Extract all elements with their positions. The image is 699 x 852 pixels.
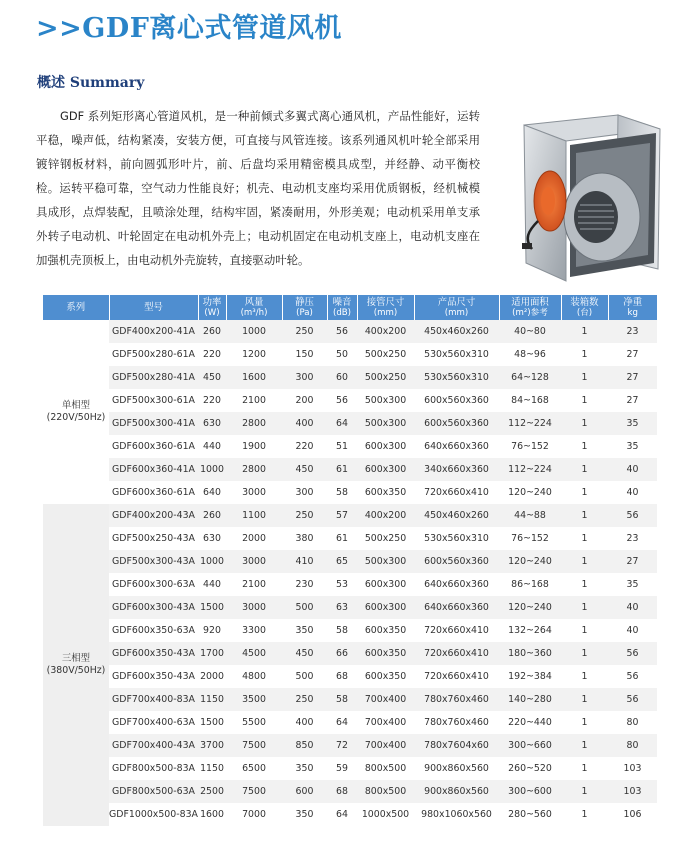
table-cell: 64 — [327, 412, 357, 435]
table-row — [43, 481, 657, 504]
table-cell: 103 — [608, 757, 657, 780]
column-header-unit: (Pa) — [296, 307, 313, 318]
table-cell: 980x1060x560 — [414, 803, 499, 826]
table-cell: GDF700x400-63A — [109, 711, 198, 734]
table-cell: 23 — [608, 320, 657, 343]
table-cell: GDF600x350-43A — [109, 665, 198, 688]
table-cell: 400 — [282, 412, 327, 435]
table-cell: GDF500x300-43A — [109, 550, 198, 573]
column-header-label: 噪音 — [332, 296, 352, 308]
table-cell: 132~264 — [499, 619, 561, 642]
table-row — [43, 642, 657, 665]
column-header-label: 净重 — [623, 296, 643, 308]
table-cell: 260 — [198, 320, 226, 343]
table-cell: 35 — [608, 412, 657, 435]
table-cell: 630 — [198, 412, 226, 435]
table-cell: 1200 — [226, 343, 282, 366]
table-row — [43, 757, 657, 780]
table-cell: 120~240 — [499, 596, 561, 619]
table-cell: 450 — [282, 458, 327, 481]
table-cell: 53 — [327, 573, 357, 596]
table-cell: 300~660 — [499, 734, 561, 757]
table-cell: 440 — [198, 435, 226, 458]
table-cell: 76~152 — [499, 435, 561, 458]
table-cell: 400x200 — [357, 504, 414, 527]
table-cell: 1 — [561, 343, 608, 366]
table-cell: 600x350 — [357, 665, 414, 688]
table-cell: 220 — [198, 389, 226, 412]
table-cell: 2800 — [226, 412, 282, 435]
table-cell: 720x660x410 — [414, 481, 499, 504]
column-header — [499, 295, 561, 320]
table-cell: 500x250 — [357, 527, 414, 550]
table-cell: 800x500 — [357, 780, 414, 803]
table-cell: 40 — [608, 619, 657, 642]
table-cell: 40~80 — [499, 320, 561, 343]
table-cell: 27 — [608, 550, 657, 573]
table-cell: 700x400 — [357, 734, 414, 757]
table-cell: 112~224 — [499, 458, 561, 481]
table-cell: GDF500x300-41A — [109, 412, 198, 435]
table-cell: 2100 — [226, 573, 282, 596]
table-cell: 68 — [327, 780, 357, 803]
table-cell: 780x7604x60 — [414, 734, 499, 757]
table-cell: GDF800x500-83A — [109, 757, 198, 780]
table-cell: 600x300 — [357, 573, 414, 596]
table-cell: 1000 — [226, 320, 282, 343]
column-header — [608, 295, 657, 320]
table-cell: 250 — [282, 504, 327, 527]
table-cell: 1 — [561, 665, 608, 688]
column-header-unit: (m²)参考 — [512, 307, 548, 318]
table-row — [43, 343, 657, 366]
table-cell: 600x560x360 — [414, 389, 499, 412]
column-header-label: 功率 — [202, 296, 222, 308]
table-cell: 1 — [561, 389, 608, 412]
table-cell: 600x350 — [357, 642, 414, 665]
table-cell: 630 — [198, 527, 226, 550]
table-cell: 720x660x410 — [414, 619, 499, 642]
table-cell: 4500 — [226, 642, 282, 665]
table-cell: 56 — [608, 642, 657, 665]
table-cell: 500 — [282, 665, 327, 688]
table-cell: 260~520 — [499, 757, 561, 780]
table-cell: 56 — [327, 389, 357, 412]
table-cell: 1 — [561, 596, 608, 619]
column-header-label: 装箱数 — [570, 296, 599, 308]
table-cell: 600x300 — [357, 596, 414, 619]
table-row — [43, 366, 657, 389]
table-cell: 1 — [561, 757, 608, 780]
column-header — [357, 295, 414, 320]
table-cell: 140~280 — [499, 688, 561, 711]
table-row — [43, 734, 657, 757]
series-label: (380V/50Hz) — [46, 665, 106, 676]
table-cell: 150 — [282, 343, 327, 366]
table-cell: 530x560x310 — [414, 343, 499, 366]
table-row — [43, 688, 657, 711]
table-cell: 450x460x260 — [414, 504, 499, 527]
table-cell: 450 — [198, 366, 226, 389]
table-cell: 1500 — [198, 711, 226, 734]
table-cell: 340x660x360 — [414, 458, 499, 481]
table-cell: 720x660x410 — [414, 665, 499, 688]
table-cell: 7500 — [226, 780, 282, 803]
table-cell: 3500 — [226, 688, 282, 711]
table-row — [43, 573, 657, 596]
column-header-unit: (mm) — [373, 307, 398, 318]
table-cell: 6500 — [226, 757, 282, 780]
table-cell: 57 — [327, 504, 357, 527]
table-cell: 180~360 — [499, 642, 561, 665]
table-cell: 1 — [561, 550, 608, 573]
table-cell: GDF600x350-63A — [109, 619, 198, 642]
table-cell: 800x500 — [357, 757, 414, 780]
table-cell: 7500 — [226, 734, 282, 757]
column-header-label: 风量 — [244, 296, 264, 308]
table-cell: 700x400 — [357, 688, 414, 711]
table-cell: 1500 — [198, 596, 226, 619]
table-cell: 68 — [327, 665, 357, 688]
column-header-unit: (台) — [576, 307, 593, 318]
column-header-label: 系列 — [66, 301, 86, 313]
table-cell: 1 — [561, 458, 608, 481]
table-cell: 86~168 — [499, 573, 561, 596]
table-cell: 250 — [282, 688, 327, 711]
table-cell: 66 — [327, 642, 357, 665]
table-cell: 1 — [561, 504, 608, 527]
table-row — [43, 803, 657, 826]
summary-paragraph: GDF 系列矩形离心管道风机，是一种前倾式多翼式离心通风机，产品性能好，运转平稳，噪声低，结构紧凑，安装方便，可直接与风管连接。该系列通风机叶轮全部采用镀锌钢板材料，前向圆弧形叶片，前、后盘均采用精密模具成型，并经静、动平衡校检。运转平稳可靠，空气动力性能良好；机壳、电动机支座均采用优质钢板，经机械模具成形，点焊装配，且喷涂处理，结构牢固，紧凑耐用，外形美观；电动机采用单支承外转子电动机、叶轮固定在电动机外壳上；电动机固定在电动机支座上，电动机支座在加强机壳顶板上，由电动机外壳旋转，直接驱动叶轮。 — [36, 109, 480, 267]
table-cell: GDF400x200-41A — [109, 320, 198, 343]
table-cell: 1 — [561, 642, 608, 665]
table-cell: 40 — [608, 596, 657, 619]
table-row — [43, 711, 657, 734]
table-cell: 80 — [608, 711, 657, 734]
table-cell: 640 — [198, 481, 226, 504]
column-header-label: 接管尺寸 — [366, 296, 405, 308]
table-cell: 450x460x260 — [414, 320, 499, 343]
table-cell: 640x660x360 — [414, 435, 499, 458]
table-cell: 400 — [282, 711, 327, 734]
table-cell: 35 — [608, 573, 657, 596]
table-cell: 112~224 — [499, 412, 561, 435]
table-cell: 640x660x360 — [414, 573, 499, 596]
table-cell: 530x560x310 — [414, 527, 499, 550]
table-cell: GDF400x200-43A — [109, 504, 198, 527]
table-cell: 260 — [198, 504, 226, 527]
table-cell: 56 — [608, 665, 657, 688]
table-cell: GDF700x400-43A — [109, 734, 198, 757]
table-cell: 192~384 — [499, 665, 561, 688]
table-cell: 27 — [608, 366, 657, 389]
column-header — [282, 295, 327, 320]
table-cell: 600x300 — [357, 435, 414, 458]
table-cell: 84~168 — [499, 389, 561, 412]
column-header-unit: (m³/h) — [240, 307, 268, 318]
table-cell: 1900 — [226, 435, 282, 458]
table-row — [43, 389, 657, 412]
table-cell: 1150 — [198, 688, 226, 711]
table-cell: 600x350 — [357, 619, 414, 642]
table-cell: 64 — [327, 803, 357, 826]
table-cell: 450 — [282, 642, 327, 665]
table-cell: 56 — [327, 320, 357, 343]
table-cell: 600x350 — [357, 481, 414, 504]
table-cell: 1 — [561, 734, 608, 757]
table-cell: 3000 — [226, 596, 282, 619]
table-cell: 103 — [608, 780, 657, 803]
table-cell: 44~88 — [499, 504, 561, 527]
table-cell: 58 — [327, 481, 357, 504]
table-cell: 40 — [608, 481, 657, 504]
table-cell: 76~152 — [499, 527, 561, 550]
table-cell: GDF800x500-63A — [109, 780, 198, 803]
table-cell: 350 — [282, 619, 327, 642]
table-cell: 900x860x560 — [414, 780, 499, 803]
table-cell: GDF500x280-41A — [109, 366, 198, 389]
table-cell: 1000 — [198, 458, 226, 481]
series-label: 三相型 — [61, 653, 91, 664]
table-cell: 106 — [608, 803, 657, 826]
table-cell: 2000 — [226, 527, 282, 550]
series-label: (220V/50Hz) — [46, 412, 106, 423]
table-cell: 1 — [561, 320, 608, 343]
column-header — [327, 295, 357, 320]
table-cell: 1 — [561, 780, 608, 803]
series-label: 单相型 — [61, 400, 91, 411]
table-row — [43, 527, 657, 550]
table-cell: 850 — [282, 734, 327, 757]
table-row — [43, 780, 657, 803]
table-cell: 280~560 — [499, 803, 561, 826]
table-cell: 1100 — [226, 504, 282, 527]
table-row — [43, 619, 657, 642]
column-header-unit: (dB) — [332, 307, 352, 318]
table-cell: 65 — [327, 550, 357, 573]
column-header — [109, 295, 198, 320]
table-cell: 200 — [282, 389, 327, 412]
table-cell: 120~240 — [499, 481, 561, 504]
column-header — [198, 295, 226, 320]
table-cell: GDF500x280-61A — [109, 343, 198, 366]
table-cell: 500x250 — [357, 366, 414, 389]
table-cell: 2500 — [198, 780, 226, 803]
table-cell: 410 — [282, 550, 327, 573]
table-cell: 720x660x410 — [414, 642, 499, 665]
table-cell: 27 — [608, 389, 657, 412]
column-header-label: 适用面积 — [511, 296, 549, 308]
table-cell: 120~240 — [499, 550, 561, 573]
table-cell: 400x200 — [357, 320, 414, 343]
table-cell: 2000 — [198, 665, 226, 688]
table-cell: 50 — [327, 343, 357, 366]
table-cell: 3300 — [226, 619, 282, 642]
table-cell: 35 — [608, 435, 657, 458]
table-cell: 60 — [327, 366, 357, 389]
table-cell: 500 — [282, 596, 327, 619]
table-cell: 350 — [282, 757, 327, 780]
table-row — [43, 504, 657, 527]
table-cell: 530x560x310 — [414, 366, 499, 389]
table-cell: 1 — [561, 619, 608, 642]
table-cell: 56 — [608, 504, 657, 527]
table-cell: 600 — [282, 780, 327, 803]
table-cell: GDF500x250-43A — [109, 527, 198, 550]
table-cell: 920 — [198, 619, 226, 642]
table-row — [43, 665, 657, 688]
table-row — [43, 550, 657, 573]
table-cell: 64~128 — [499, 366, 561, 389]
table-cell: 780x760x460 — [414, 688, 499, 711]
table-cell: 3700 — [198, 734, 226, 757]
table-cell: 780x760x460 — [414, 711, 499, 734]
table-cell: 3000 — [226, 481, 282, 504]
table-cell: 250 — [282, 320, 327, 343]
table-cell: 1 — [561, 573, 608, 596]
table-cell: GDF600x300-43A — [109, 596, 198, 619]
table-cell: 600x560x360 — [414, 412, 499, 435]
table-cell: 700x400 — [357, 711, 414, 734]
table-cell: 61 — [327, 527, 357, 550]
table-cell: 1 — [561, 711, 608, 734]
table-cell: 1000x500 — [357, 803, 414, 826]
table-cell: GDF700x400-83A — [109, 688, 198, 711]
table-row — [43, 320, 657, 343]
table-cell: GDF600x360-61A — [109, 435, 198, 458]
table-cell: 600x560x360 — [414, 550, 499, 573]
column-header — [43, 295, 109, 320]
summary-heading: 概述 Summary — [37, 75, 145, 91]
table-cell: 48~96 — [499, 343, 561, 366]
table-cell: 1000 — [198, 550, 226, 573]
table-cell: 600x300 — [357, 458, 414, 481]
table-row — [43, 596, 657, 619]
table-cell: 1150 — [198, 757, 226, 780]
table-row — [43, 412, 657, 435]
column-header-unit: (mm) — [444, 307, 469, 318]
table-row — [43, 458, 657, 481]
table-cell: GDF500x300-61A — [109, 389, 198, 412]
table-cell: 58 — [327, 619, 357, 642]
table-cell: 61 — [327, 458, 357, 481]
table-cell: GDF600x300-63A — [109, 573, 198, 596]
table-cell: 440 — [198, 573, 226, 596]
table-row — [43, 435, 657, 458]
table-cell: 1 — [561, 366, 608, 389]
series-cell — [43, 504, 109, 826]
table-cell: 58 — [327, 688, 357, 711]
duct-fan-photo — [510, 113, 666, 283]
table-cell: 1 — [561, 481, 608, 504]
table-cell: 1 — [561, 527, 608, 550]
table-cell: 3000 — [226, 550, 282, 573]
table-cell: 350 — [282, 803, 327, 826]
table-cell: 640x660x360 — [414, 596, 499, 619]
table-cell: 4800 — [226, 665, 282, 688]
table-cell: 500x300 — [357, 412, 414, 435]
column-header — [561, 295, 608, 320]
specs-table — [43, 295, 657, 826]
table-cell: 7000 — [226, 803, 282, 826]
column-header — [226, 295, 282, 320]
table-cell: 40 — [608, 458, 657, 481]
column-header — [414, 295, 499, 320]
table-cell: GDF1000x500-83A — [109, 803, 198, 826]
table-cell: 5500 — [226, 711, 282, 734]
table-cell: 2800 — [226, 458, 282, 481]
series-cell — [43, 320, 109, 504]
table-cell: 380 — [282, 527, 327, 550]
column-header-label: 静压 — [295, 296, 314, 308]
table-cell: 500x300 — [357, 550, 414, 573]
table-cell: 2100 — [226, 389, 282, 412]
table-cell: 1 — [561, 803, 608, 826]
table-cell: 300 — [282, 366, 327, 389]
table-cell: 56 — [608, 688, 657, 711]
table-cell: 230 — [282, 573, 327, 596]
table-cell: 300~600 — [499, 780, 561, 803]
table-cell: 1 — [561, 412, 608, 435]
table-cell: 500x250 — [357, 343, 414, 366]
table-cell: 220 — [282, 435, 327, 458]
table-cell: 220~440 — [499, 711, 561, 734]
column-header-unit: kg — [627, 307, 638, 318]
table-cell: 1 — [561, 435, 608, 458]
table-cell: 1600 — [198, 803, 226, 826]
table-cell: 64 — [327, 711, 357, 734]
table-cell: 1 — [561, 688, 608, 711]
table-cell: GDF600x360-41A — [109, 458, 198, 481]
table-cell: GDF600x360-61A — [109, 481, 198, 504]
table-cell: 900x860x560 — [414, 757, 499, 780]
table-cell: 1700 — [198, 642, 226, 665]
column-header-label: 产品尺寸 — [437, 296, 476, 308]
table-cell: 59 — [327, 757, 357, 780]
table-cell: 80 — [608, 734, 657, 757]
table-cell: 51 — [327, 435, 357, 458]
table-cell: GDF600x350-43A — [109, 642, 198, 665]
table-cell: 300 — [282, 481, 327, 504]
column-header-label: 型号 — [144, 301, 163, 313]
table-cell: 27 — [608, 343, 657, 366]
table-header-row — [43, 295, 657, 320]
table-cell: 23 — [608, 527, 657, 550]
table-cell: 72 — [327, 734, 357, 757]
table-cell: 1600 — [226, 366, 282, 389]
table-cell: 500x300 — [357, 389, 414, 412]
column-header-unit: (W) — [204, 307, 220, 318]
page-title: >>GDF离心式管道风机 — [36, 13, 342, 44]
table-cell: 220 — [198, 343, 226, 366]
table-cell: 63 — [327, 596, 357, 619]
